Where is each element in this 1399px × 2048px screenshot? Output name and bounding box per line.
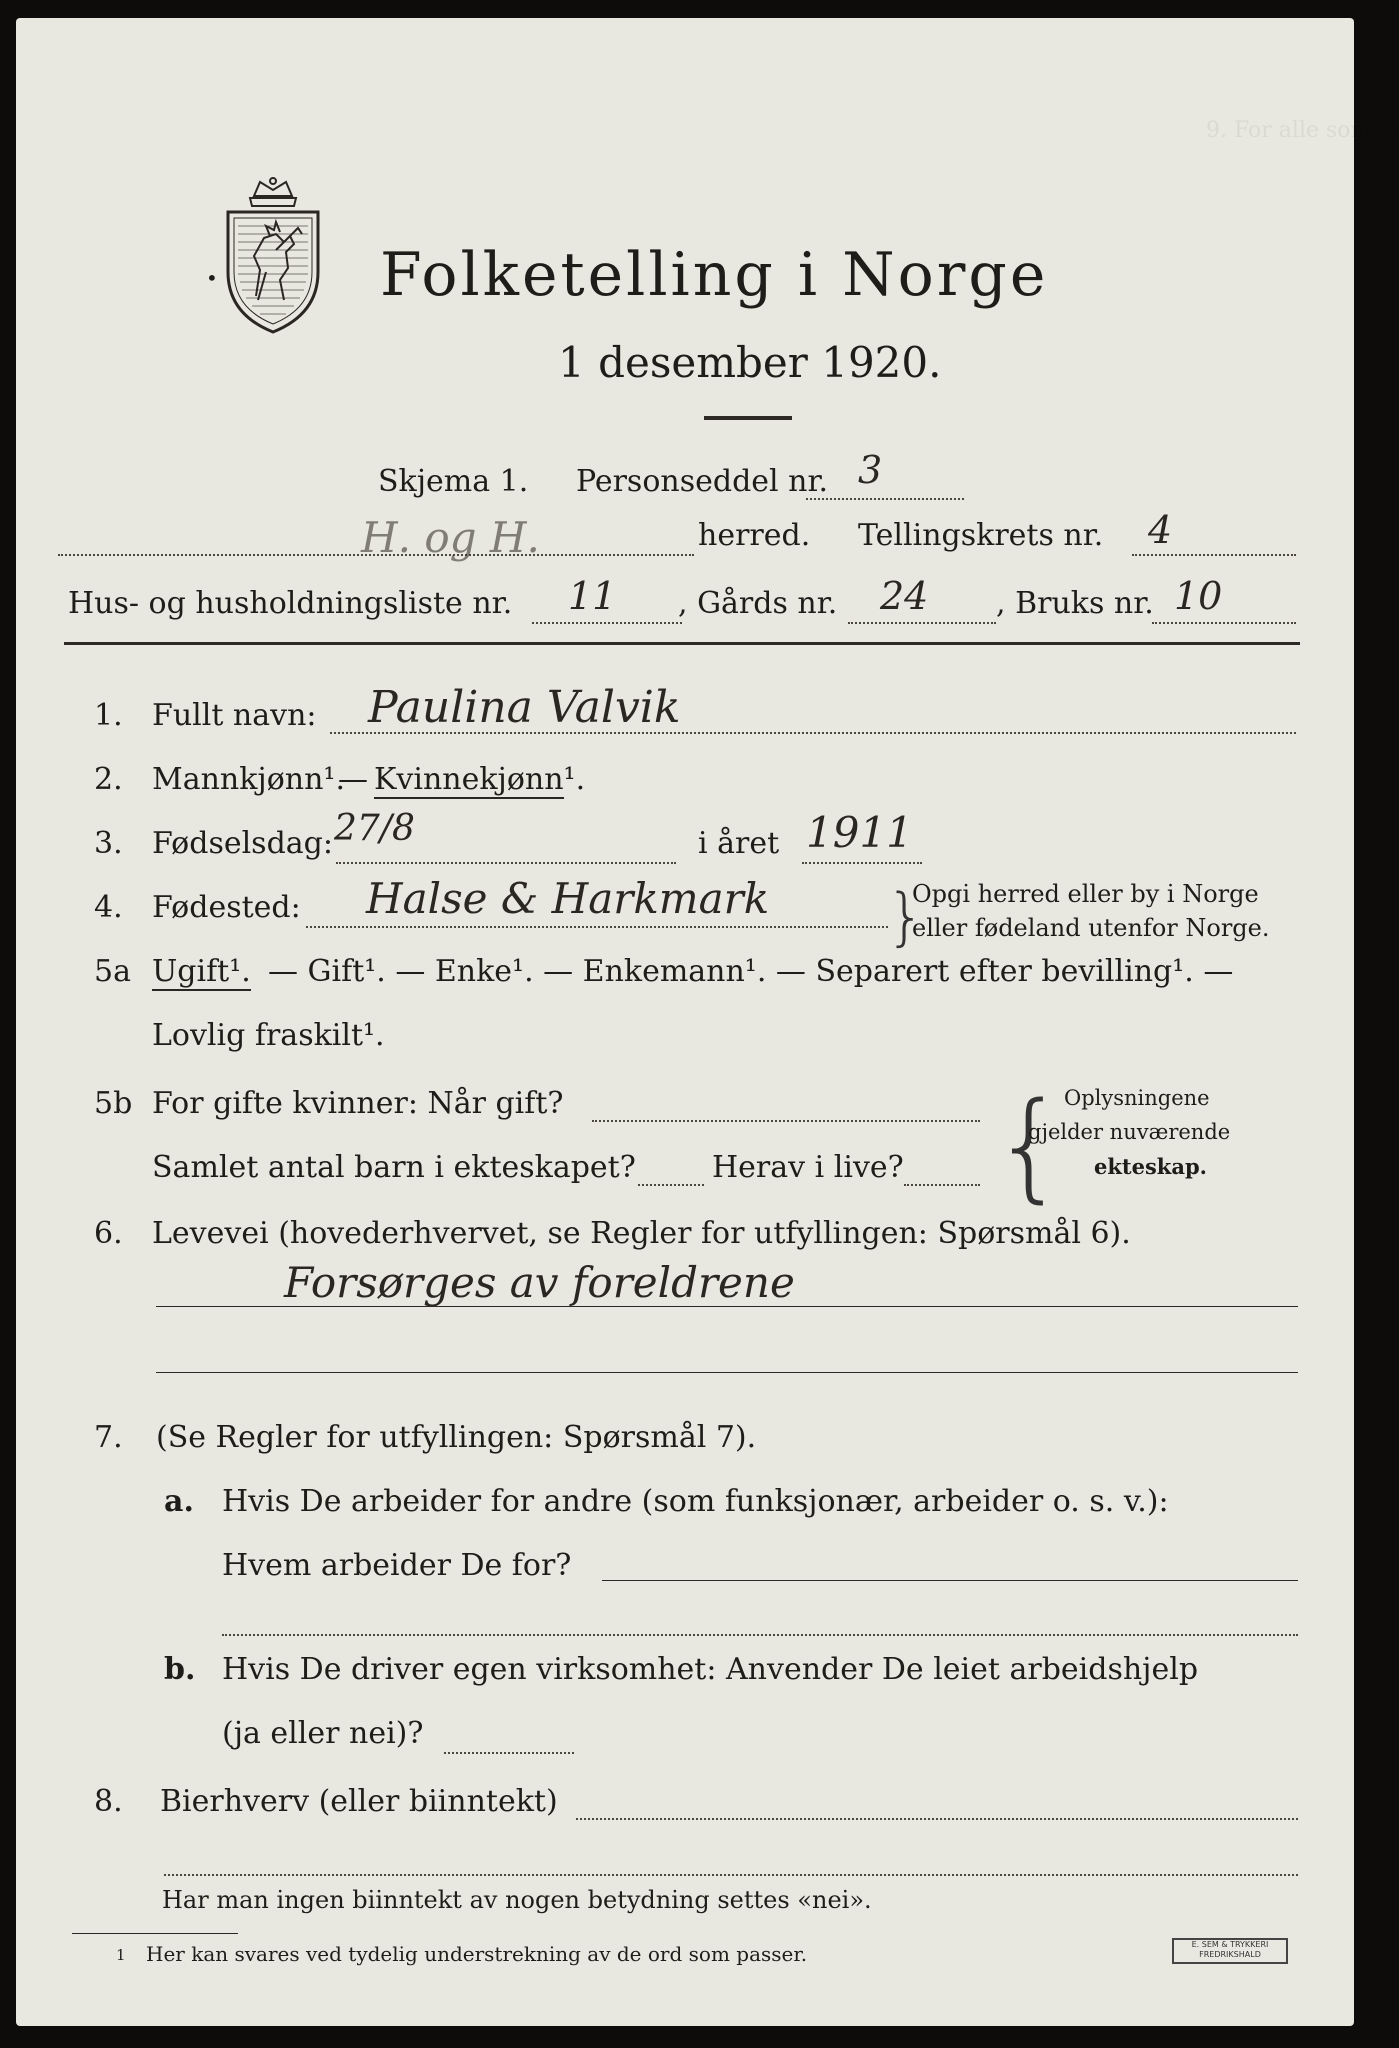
q5b-label-3: Herav i live? — [712, 1150, 904, 1185]
q5a-ugift-underlined: Ugift¹. — [152, 954, 251, 989]
q7a-letter: a. — [164, 1484, 194, 1519]
q6-number: 6. — [94, 1216, 123, 1251]
skjema-label: Skjema 1. — [378, 464, 529, 499]
q4-label: Fødested: — [152, 890, 301, 925]
herred-value[interactable]: H. og H. — [361, 513, 540, 562]
q7a-answer-line — [602, 1580, 1298, 1581]
bruks-value[interactable]: 10 — [1174, 574, 1223, 618]
printer-line-1: E. SEM & TRYKKERI — [1191, 1940, 1269, 1949]
q4-line — [306, 926, 888, 928]
q7b-letter: b. — [164, 1652, 196, 1687]
q5b-line-1 — [592, 1120, 980, 1122]
q6-value[interactable]: Forsørges av foreldrene — [284, 1258, 795, 1307]
footnote-mark: 1 — [116, 1946, 126, 1964]
q7a-line-2: Hvem arbeider De for? — [222, 1548, 572, 1583]
gards-line — [848, 622, 996, 624]
q7-number: 7. — [94, 1420, 123, 1455]
q4-note-1: Opgi herred eller by i Norge — [912, 880, 1259, 908]
form-title: Folketelling i Norge — [380, 240, 1049, 310]
q3-day-value[interactable]: 27/8 — [334, 808, 415, 849]
q5b-label-1: For gifte kvinner: Når gift? — [152, 1086, 564, 1121]
tellingskrets-value[interactable]: 4 — [1148, 508, 1173, 552]
husliste-value[interactable]: 11 — [568, 574, 617, 618]
footnote-rule — [72, 1933, 238, 1934]
q2-number: 2. — [94, 762, 123, 797]
q5a-number: 5a — [94, 954, 131, 989]
q6-line-2 — [156, 1372, 1298, 1373]
printer-line-2: FREDRIKSHALD — [1199, 1950, 1261, 1959]
q8-number: 8. — [94, 1784, 123, 1819]
q5b-note-1: Oplysningene — [1064, 1086, 1210, 1110]
q4-note-2: eller fødeland utenfor Norge. — [912, 914, 1270, 942]
q1-label: Fullt navn: — [152, 698, 317, 733]
personseddel-label: Personseddel nr. — [576, 464, 829, 499]
q2-separator: — — [338, 762, 368, 797]
herred-label: herred. — [698, 518, 811, 553]
footnote-text: Her kan svares ved tydelig understrekning av de ord som passer. — [146, 1942, 808, 1966]
printer-stamp — [1172, 1938, 1288, 1964]
bruks-label: , Bruks nr. — [996, 586, 1154, 621]
husliste-label: Hus- og husholdningsliste nr. — [68, 586, 513, 621]
q7b-answer-line — [444, 1752, 574, 1754]
q1-number: 1. — [94, 698, 123, 733]
q5a-ugift[interactable] — [152, 954, 251, 989]
gards-value[interactable]: 24 — [880, 574, 929, 618]
tellingskrets-label: Tellingskrets nr. — [858, 518, 1104, 553]
q8-note: Har man ingen biinntekt av nogen betydning settes «nei». — [162, 1886, 872, 1914]
q7a-answer-line-2 — [222, 1634, 1298, 1636]
q7b-line-1: Hvis De driver egen virksomhet: Anvender De leiet arbeidshjelp — [222, 1652, 1199, 1687]
q3-year-line — [802, 862, 922, 864]
title-divider — [704, 416, 792, 420]
q5b-line-2 — [638, 1184, 704, 1186]
q5a-fraskilt[interactable]: Lovlig fraskilt¹. — [152, 1018, 385, 1053]
tellingskrets-line — [1132, 554, 1296, 556]
bleed-through-text: 9. For alle som ... — [1206, 118, 1399, 143]
q5b-label-2: Samlet antal barn i ekteskapet? — [152, 1150, 636, 1185]
q3-day-line — [336, 862, 676, 864]
form-date: 1 desember 1920. — [558, 338, 942, 387]
q5b-brace: { — [992, 1076, 1068, 1214]
q3-year-value[interactable]: 1911 — [806, 808, 913, 857]
q5b-note-3: ekteskap. — [1094, 1154, 1207, 1179]
q3-year-label: i året — [698, 826, 780, 861]
q2-female-sup: ¹. — [563, 762, 586, 797]
q2-male[interactable]: Mannkjønn¹. — [152, 762, 345, 797]
husliste-line — [532, 622, 682, 624]
census-form — [16, 18, 1399, 2026]
q2-female-underlined: Kvinnekjønn — [374, 762, 564, 797]
q8-line-1 — [576, 1818, 1298, 1820]
q6-label: Levevei (hovederhvervet, se Regler for utfyllingen: Spørsmål 6). — [152, 1216, 1131, 1251]
q5b-number: 5b — [94, 1086, 133, 1121]
q3-number: 3. — [94, 826, 123, 861]
q8-line-2 — [164, 1874, 1298, 1876]
q5a-options[interactable]: — Gift¹. — Enke¹. — Enkemann¹. — Separert efter bevilling¹. — — [268, 954, 1234, 989]
q4-number: 4. — [94, 890, 123, 925]
personseddel-value[interactable]: 3 — [858, 448, 883, 492]
gards-label: , Gårds nr. — [678, 586, 838, 621]
q1-value[interactable]: Paulina Valvik — [368, 682, 681, 733]
q8-label: Bierhverv (eller biinntekt) — [160, 1784, 558, 1819]
q2-female-option[interactable] — [374, 762, 585, 797]
coat-of-arms-icon — [214, 176, 332, 336]
dot-mark: • — [206, 266, 218, 290]
q5b-line-3 — [904, 1184, 980, 1186]
q5b-note-2: gjelder nuværende — [1028, 1120, 1231, 1144]
q7-label: (Se Regler for utfyllingen: Spørsmål 7). — [156, 1420, 757, 1455]
personseddel-line — [806, 498, 964, 500]
q7a-line-1: Hvis De arbeider for andre (som funksjonær, arbeider o. s. v.): — [222, 1484, 1169, 1519]
q7b-line-2: (ja eller nei)? — [222, 1716, 424, 1751]
header-divider — [64, 642, 1300, 645]
q3-label: Fødselsdag: — [152, 826, 333, 861]
q4-brace: } — [886, 880, 926, 953]
bruks-line — [1152, 622, 1296, 624]
q4-value[interactable]: Halse & Harkmark — [366, 874, 770, 923]
